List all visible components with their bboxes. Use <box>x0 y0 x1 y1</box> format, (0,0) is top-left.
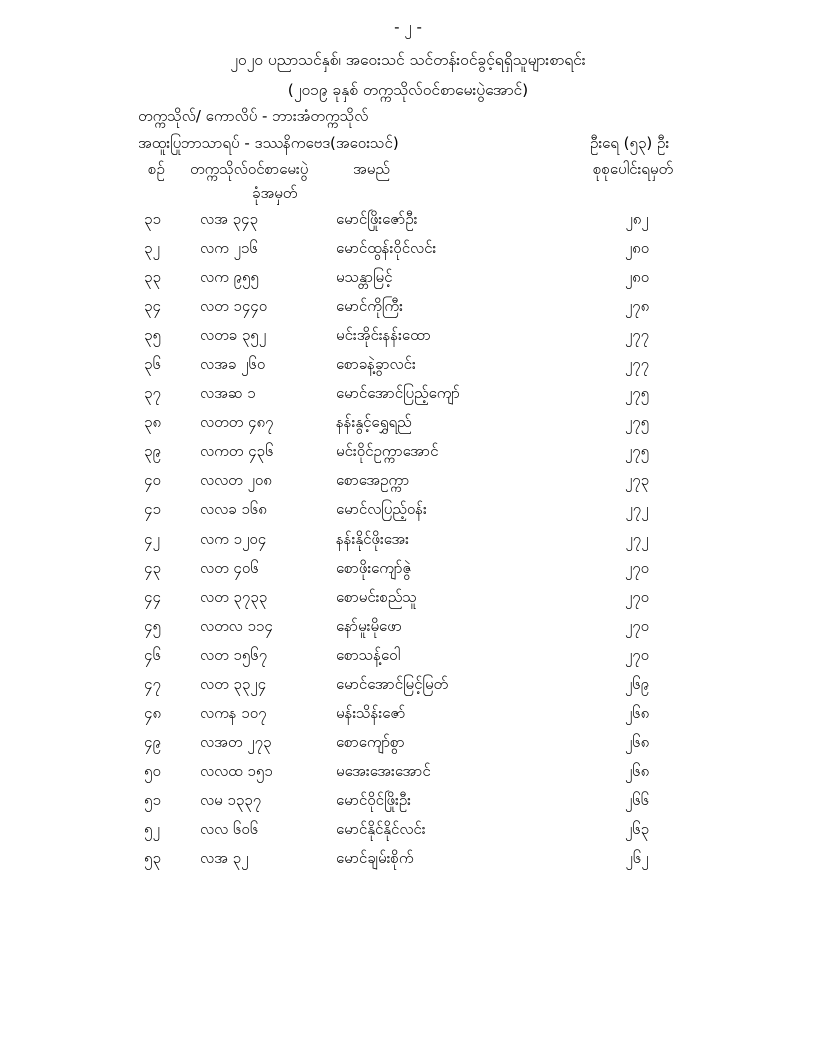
table-row <box>0 820 816 849</box>
student-name: စောခနဲ့ခွာလင်း <box>336 355 416 374</box>
table-row <box>0 500 816 529</box>
row-number: ၅၃ <box>144 849 161 868</box>
row-number: ၃၆ <box>144 355 161 374</box>
total-marks: ၂၇၈ <box>624 297 650 316</box>
total-marks: ၂၇၂ <box>625 529 649 548</box>
student-name: မင်းအိုင်းနန်းထော <box>336 326 431 345</box>
table-row <box>0 646 816 675</box>
table-row <box>0 559 816 588</box>
row-number: ၄၉ <box>144 732 161 751</box>
total-marks: ၂၇၂ <box>625 500 649 519</box>
table-row <box>0 704 816 733</box>
total-marks: ၂၆၈ <box>624 732 650 751</box>
row-number: ၄၂ <box>144 529 160 548</box>
roll-number: လအ ၃၂ <box>200 849 249 868</box>
student-name: စောဖိုးကျော်ဇွဲ <box>336 558 412 577</box>
row-number: ၅၂ <box>144 819 160 838</box>
student-name: နော်မူးမိုဖော <box>336 616 402 635</box>
table-row <box>0 413 816 442</box>
student-name: စောအေဥက္ကာ <box>336 471 410 490</box>
roll-number: လတခ ၃၅၂ <box>200 326 267 345</box>
row-number: ၃၄ <box>144 297 161 316</box>
roll-number: လအဆ ၁ <box>200 384 256 403</box>
total-marks: ၂၈၂ <box>625 210 649 228</box>
row-number: ၄၈ <box>144 703 162 722</box>
total-marks: ၂၇၀ <box>624 645 650 664</box>
roll-number: လကတ ၄၃၆ <box>200 442 274 461</box>
student-name: မန်းသိန်းဇော် <box>336 703 406 722</box>
row-number: ၅၁ <box>144 790 161 809</box>
table-row <box>0 675 816 704</box>
total-marks: ၂၇၀ <box>624 616 650 635</box>
header-name: အမည် <box>353 160 390 178</box>
total-marks: ၂၇၀ <box>624 587 650 606</box>
subject-line: အထူးပြုဘာသာရပ် - ဒဿနိကဗေဒ(အဝေးသင်) <box>138 134 399 152</box>
total-marks: ၂၈၀ <box>624 268 650 287</box>
table-row <box>0 326 816 355</box>
table-row <box>0 617 816 646</box>
student-name: နန်းနိုင်ဖိုးအေး <box>336 529 409 548</box>
row-number: ၃၁ <box>144 210 161 228</box>
roll-number: လမ ၁၃၃၇ <box>200 790 262 809</box>
student-name: မောင်ချမ်းစိုက် <box>336 849 414 868</box>
row-number: ၃၈ <box>144 413 162 432</box>
student-name: မောင်အောင်ပြည့်ကျော် <box>336 384 460 403</box>
roll-number: လတ ၃၃၂၄ <box>200 674 267 693</box>
total-marks: ၂၇၅ <box>624 384 650 403</box>
results-table <box>0 210 816 878</box>
roll-number: လအခ ၂၆၀ <box>200 355 266 374</box>
total-marks: ၂၇၇ <box>624 355 650 374</box>
total-marks: ၂၇၅ <box>624 413 650 432</box>
table-row <box>0 588 816 617</box>
roll-number: လကန ၁၀၇ <box>200 703 267 722</box>
row-number: ၃၂ <box>144 239 160 258</box>
row-number: ၃၅ <box>144 326 161 345</box>
total-marks: ၂၆၂ <box>625 849 649 868</box>
page-number: - ၂ - <box>394 18 422 36</box>
roll-number: လလ ၆၀၆ <box>200 819 259 838</box>
total-marks: ၂၇၇ <box>624 326 650 345</box>
total-marks: ၂၆၃ <box>624 819 650 838</box>
roll-number: လက ၂၁၆ <box>200 239 258 258</box>
row-number: ၄၀ <box>144 471 161 490</box>
roll-number: လအ ၃၄၃ <box>200 210 258 228</box>
roll-number: လတ ၁၅၆၇ <box>200 645 268 664</box>
student-name: မောင်လပြည့်ဝန်း <box>336 500 427 519</box>
roll-number: လတ ၃၇၃၃ <box>200 587 268 606</box>
roll-number: လလတ ၂၀၈ <box>200 471 272 490</box>
table-row <box>0 355 816 384</box>
document-subtitle: (၂၀၁၉ ခုနှစ် တက္ကသိုလ်ဝင်စာမေးပွဲအောင်) <box>287 81 529 99</box>
row-number: ၄၆ <box>144 645 161 664</box>
header-no: စဉ် <box>148 160 165 178</box>
roll-number: လတလ ၁၁၄ <box>200 616 273 635</box>
table-row <box>0 849 816 878</box>
header-roll-number-line2: ခုံအမှတ် <box>252 184 298 202</box>
student-name: မောင်ဖြိုးဇော်ဦး <box>336 210 418 228</box>
roll-number: လက ၉၅၅ <box>200 268 259 287</box>
row-number: ၅၀ <box>144 761 161 780</box>
header-roll-number: တက္ကသိုလ်ဝင်စာမေးပွဲ <box>190 160 309 178</box>
student-name: မောင်ကိုကြီး <box>336 297 403 316</box>
table-row <box>0 442 816 471</box>
row-number: ၄၄ <box>144 587 161 606</box>
roll-number: လတ ၁၄၄၀ <box>200 297 268 316</box>
student-name: မအေးအေးအောင် <box>336 761 431 780</box>
student-name: မောင်နိုင်နိုင်လင်း <box>336 819 426 838</box>
student-name: စောသန့်ဝေါ <box>336 645 401 664</box>
table-row <box>0 762 816 791</box>
table-row <box>0 384 816 413</box>
roll-number: လအတ ၂၇၃ <box>200 732 272 751</box>
table-row <box>0 471 816 500</box>
row-number: ၃၇ <box>144 384 161 403</box>
student-name: မောင်အောင်မြင့်မြတ် <box>336 674 449 693</box>
table-row <box>0 530 816 559</box>
total-marks: ၂၈၀ <box>624 239 650 258</box>
student-name: မောင်ထွန်းဝိုင်လင်း <box>336 239 437 258</box>
total-marks: ၂၆၉ <box>624 674 650 693</box>
table-row <box>0 239 816 268</box>
table-row <box>0 210 816 239</box>
row-number: ၃၉ <box>144 442 161 461</box>
total-marks: ၂၇၅ <box>624 442 650 461</box>
roll-number: လက ၁၂၀၄ <box>200 529 267 548</box>
row-number: ၄၃ <box>144 558 161 577</box>
total-marks: ၂၆၈ <box>624 761 650 780</box>
roll-number: လလခ ၁၆၈ <box>200 500 267 519</box>
row-number: ၄၇ <box>144 674 161 693</box>
student-name: မောင်ဝိုင်ဖြိုးဦး <box>336 790 411 809</box>
student-name: မသန္တာမြင့် <box>336 268 393 287</box>
total-marks: ၂၇၃ <box>624 471 650 490</box>
row-number: ၄၅ <box>144 616 161 635</box>
roll-number: လလထ ၁၅၁ <box>200 761 273 780</box>
table-row <box>0 791 816 820</box>
roll-number: လတ ၄၀၆ <box>200 558 259 577</box>
university-line: တက္ကသိုလ်/ ကောလိပ် - ဘားအံတက္ကသိုလ် <box>138 107 369 125</box>
student-name: နန်းနွင့်ရွှေရည် <box>336 413 412 432</box>
total-marks: ၂၆၈ <box>624 703 650 722</box>
row-number: ၃၃ <box>144 268 161 287</box>
table-row <box>0 733 816 762</box>
header-total-marks: စုစုပေါင်းရမှတ် <box>593 160 674 178</box>
row-number: ၄၁ <box>144 500 161 519</box>
student-name: မင်းဝိုင်ဥက္ကာအောင် <box>336 442 439 461</box>
total-count: ဦးရေ (၅၃) ဦး <box>590 134 670 152</box>
total-marks: ၂၆၆ <box>624 790 650 809</box>
total-marks: ၂၇၀ <box>624 558 650 577</box>
table-row <box>0 297 816 326</box>
student-name: စောမင်းစည်သူ <box>336 587 417 606</box>
roll-number: လတတ ၄၈၇ <box>200 413 274 432</box>
table-row <box>0 268 816 297</box>
document-title: ၂၀၂၀ ပညာသင်နှစ်၊ အဝေးသင် သင်တန်းဝင်ခွင့်ရရှိသူများစာရင်း <box>230 51 586 69</box>
student-name: စောကျော်စွာ <box>336 732 405 751</box>
